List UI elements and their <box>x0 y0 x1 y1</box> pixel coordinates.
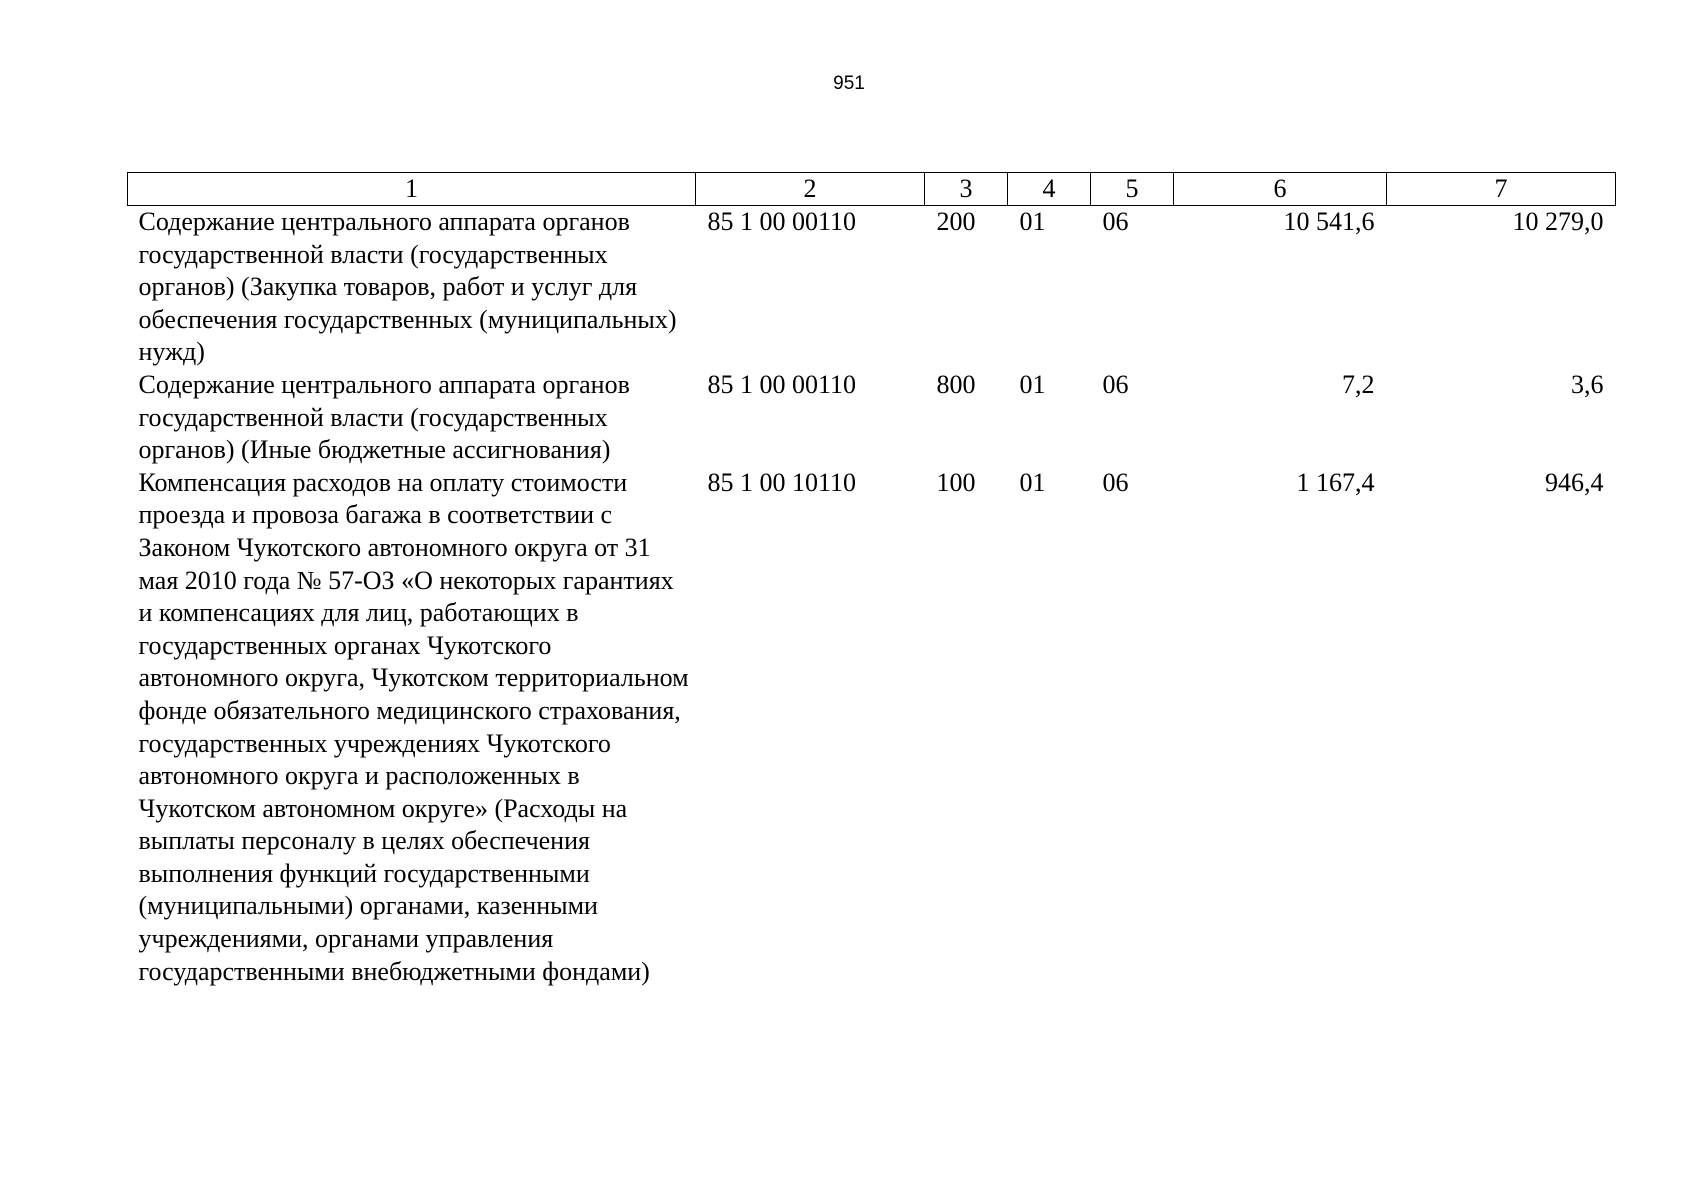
expense-type-code: 200 <box>936 207 976 236</box>
subsection-code: 06 <box>1102 467 1129 497</box>
expense-type-code: 100 <box>936 467 976 497</box>
amount-col-6: 10 541,6 <box>1283 207 1375 236</box>
amount-col-7: 10 279,0 <box>1512 207 1604 236</box>
subsection-code: 06 <box>1102 207 1129 236</box>
column-header-1: 1 <box>128 173 696 206</box>
expense-type-code: 800 <box>936 369 976 399</box>
table-row <box>128 369 1616 467</box>
column-header-4: 4 <box>1008 173 1091 206</box>
target-article-code: 85 1 00 00110 <box>707 207 857 236</box>
budget-table <box>127 172 1616 988</box>
target-article-code: 85 1 00 00110 <box>707 369 857 399</box>
amount-col-7: 3,6 <box>1571 369 1604 399</box>
table-row <box>128 206 1616 369</box>
table-row <box>128 467 1616 989</box>
column-header-3: 3 <box>925 173 1008 206</box>
section-code: 01 <box>1019 369 1046 399</box>
expense-name: Содержание центрального аппарата органов государственной власти (государственных органов) (Закупка товаров, работ и услуг для обеспечения государственных (муниципальных) нужд) <box>138 207 677 367</box>
column-header-2: 2 <box>696 173 925 206</box>
expense-name: Компенсация расходов на оплату стоимости проезда и провоза багажа в соответствии с Законом Чукотского автономного округа от 31 мая 2010 года № 57-ОЗ «О некоторых гарантиях и компенсациях для лиц, работающих в государственных органах Чукотского автономного округа, Чукотском территориальном фонде обязательного медицинского страхования, государственных учреждениях Чукотского автономного округа и расположенных в Чукотском автономном округе» (Расходы на выплаты персоналу в целях обеспечения выполнения функций государственными (муниципальными) органами, казенными учреждениями, органами управления государственными внебюджетными фондами) <box>138 467 689 986</box>
section-code: 01 <box>1019 467 1046 497</box>
section-code: 01 <box>1019 207 1046 236</box>
column-header-7: 7 <box>1387 173 1616 206</box>
target-article-code: 85 1 00 10110 <box>707 467 857 497</box>
subsection-code: 06 <box>1102 369 1129 399</box>
table-header-row <box>128 173 1616 206</box>
page-number: 951 <box>833 73 865 94</box>
amount-col-6: 1 167,4 <box>1296 467 1375 497</box>
expense-name: Содержание центрального аппарата органов государственной власти (государственных органов) (Иные бюджетные ассигнования) <box>138 369 630 465</box>
amount-col-6: 7,2 <box>1342 369 1375 399</box>
amount-col-7: 946,4 <box>1545 467 1604 497</box>
column-header-6: 6 <box>1174 173 1387 206</box>
column-header-5: 5 <box>1091 173 1174 206</box>
